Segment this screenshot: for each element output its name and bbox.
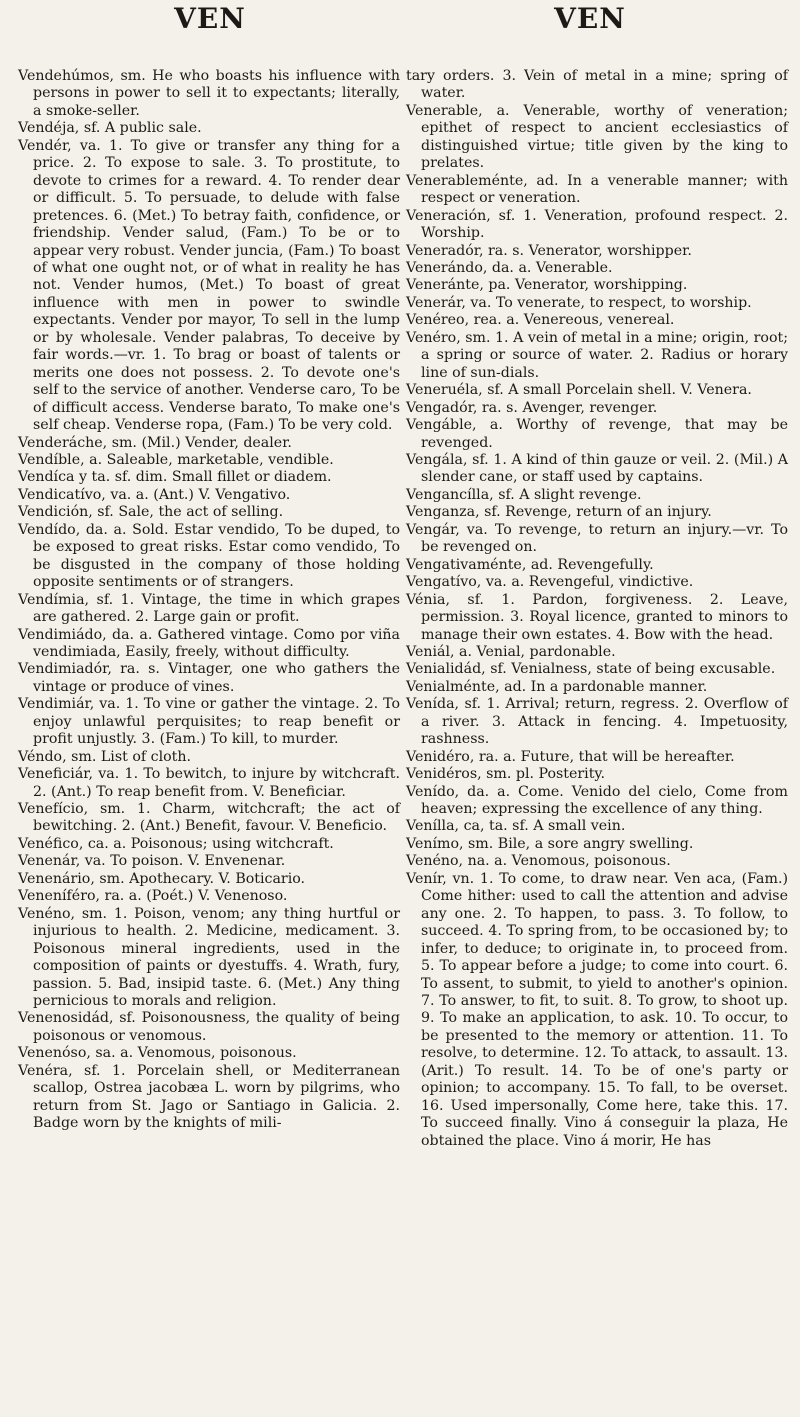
dictionary-entry: Veneradór, ra. s. Venerator, worshipper.: [406, 242, 692, 259]
dictionary-entry: Venéra, sf. 1. Porcelain shell, or Mediterranean scallop, Ostrea jacobæa L. worn by pilgrims, who return from St. Jago or Santiago in Galicia. 2. Badge worn by the knights of mili-: [18, 1062, 400, 1132]
dictionary-entry: Vendición, sf. Sale, the act of selling.: [18, 504, 284, 521]
dictionary-entry: Vendíca y ta. sf. dim. Small fillet or diadem.: [18, 469, 332, 486]
dictionary-entry: Vendicatívo, va. a. (Ant.) V. Vengativo.: [18, 486, 291, 503]
right-column: [406, 68, 788, 1150]
dictionary-entry: Vendíble, a. Saleable, marketable, vendible.: [18, 451, 334, 468]
dictionary-entry: Veneficiár, va. 1. To bewitch, to injure by witchcraft. 2. (Ant.) To reap benefit from. V. Beneficiar.: [18, 766, 400, 800]
running-header-left: VEN: [174, 2, 246, 35]
dictionary-entry: Vengáble, a. Worthy of revenge, that may be revenged.: [406, 417, 788, 451]
dictionary-entry: Vénia, sf. 1. Pardon, forgiveness. 2. Leave, permission. 3. Royal licence, granted to minors to manage their own estates. 4. Bow with the head.: [406, 591, 788, 643]
dictionary-entry: Venímo, sm. Bile, a sore angry swelling.: [406, 835, 694, 852]
dictionary-entry: Vendído, da. a. Sold. Estar vendido, To be duped, to be exposed to great risks. Estar como vendido, To be disgusted in the company of those holding opposite sentiments or of strangers.: [18, 521, 400, 591]
dictionary-entry: Venidéro, ra. a. Future, that will be hereafter.: [406, 748, 735, 765]
dictionary-entry: Vengála, sf. 1. A kind of thin gauze or veil. 2. (Mil.) A slender cane, or staff used by captains.: [406, 451, 788, 486]
dictionary-entry: Vendímia, sf. 1. Vintage, the time in which grapes are gathered. 2. Large gain or profit.: [18, 591, 400, 626]
dictionary-entry: Venerableménte, ad. In a venerable manner; with respect or veneration.: [406, 172, 788, 207]
dictionary-entry: Vendehúmos, sm. He who boasts his influence with persons in power to sell it to expectants; literally, a smoke-seller.: [18, 68, 400, 119]
dictionary-entry: Venefício, sm. 1. Charm, witchcraft; the act of bewitching. 2. (Ant.) Benefit, favour. V. Beneficio.: [18, 801, 400, 835]
running-header-right: VEN: [554, 2, 626, 35]
dictionary-entry: Venerándo, da. a. Venerable.: [406, 259, 613, 276]
dictionary-entry: Venenár, va. To poison. V. Envenenar.: [18, 853, 286, 870]
dictionary-entry: Venéfico, ca. a. Poisonous; using witchcraft.: [18, 835, 334, 852]
dictionary-entry: Vengár, va. To revenge, to return an injury.—vr. To be revenged on.: [406, 521, 788, 556]
dictionary-entry: Venenosidád, sf. Poisonousness, the quality of being poisonous or venomous.: [18, 1010, 400, 1044]
dictionary-entry: Vengadór, ra. s. Avenger, revenger.: [406, 399, 658, 416]
dictionary-entry: Veneníféro, ra. a. (Poét.) V. Venenoso.: [18, 888, 288, 905]
dictionary-entry: tary orders. 3. Vein of metal in a mine; spring of water.: [406, 68, 788, 102]
dictionary-entry: Venderáche, sm. (Mil.) Vender, dealer.: [18, 434, 292, 451]
dictionary-entry: Vendér, va. 1. To give or transfer any thing for a price. 2. To expose to sale. 3. To prostitute, to devote to crimes for a reward. 4. To render dear or difficult. 5. To persuade, to delude with false pretences. 6. (Met.) To betray faith, confidence, or friendship. Vender salud, (Fam.) To be or to appear very robust. Vender juncia, (Fam.) To boast of what one ought not, or of what in reality he has not. Vender humos, (Met.) To boast of great influence with men in power to swindle expectants. Vender por mayor, To sell in the lump or by wholesale. Vender palabras, To deceive by fair words.—vr. 1. To brag or boast of talents or merits one does not possess. 2. To devote one's self to the service of another. Venderse caro, To be of difficult access. Venderse barato, To make one's self cheap. Venderse ropa, (Fam.) To be very cold.: [18, 137, 400, 434]
dictionary-entry: Venír, vn. 1. To come, to draw near. Ven aca, (Fam.) Come hither: used to call the attention and advise any one. 2. To happen, to pass. 3. To follow, to succeed. 4. To spring from, to be occasioned by; to infer, to deduce; to originate in, to proceed from. 5. To appear before a judge; to come into court. 6. To assent, to submit, to yield to another's opinion. 7. To answer, to fit, to suit. 8. To grow, to shoot up. 9. To make an application, to ask. 10. To occur, to be presented to the memory or attention. 11. To resolve, to determine. 12. To attack, to assault. 13. (Arit.) To result. 14. To be of one's party or opinion; to accompany. 15. To fall, to be overset. 16. Used impersonally, Come here, take this. 17. To succeed finally. Vino á conseguir la plaza, He obtained the place. Vino á morir, He has: [406, 870, 788, 1149]
dictionary-entry: Venenóso, sa. a. Venomous, poisonous.: [18, 1045, 297, 1062]
dictionary-entry: Vendimiár, va. 1. To vine or gather the vintage. 2. To enjoy unlawful perquisites; to reap benefit or profit unjustly. 3. (Fam.) To kill, to murder.: [18, 696, 400, 748]
dictionary-entry: Venílla, ca, ta. sf. A small vein.: [406, 818, 626, 835]
dictionary-entry: Vengativaménte, ad. Revengefully.: [406, 556, 654, 573]
dictionary-entry: Vengatívo, va. a. Revengeful, vindictive.: [406, 574, 694, 591]
dictionary-entry: Venerár, va. To venerate, to respect, to worship.: [406, 294, 752, 311]
dictionary-entry: Vendimiádo, da. a. Gathered vintage. Como por viña vendimiada, Easily, freely, without difficulty.: [18, 626, 400, 660]
dictionary-entry: Vendéja, sf. A public sale.: [18, 120, 202, 137]
dictionary-entry: Veneránte, pa. Venerator, worshipping.: [406, 277, 688, 294]
left-column: [18, 68, 400, 1133]
dictionary-entry: Venialménte, ad. In a pardonable manner.: [406, 678, 708, 695]
dictionary-entry: Venéno, na. a. Venomous, poisonous.: [406, 853, 671, 870]
dictionary-entry: Venenário, sm. Apothecary. V. Boticario.: [18, 870, 306, 887]
dictionary-entry: Venialidád, sf. Venialness, state of being excusable.: [406, 661, 776, 678]
dictionary-entry: Venída, sf. 1. Arrival; return, regress. 2. Overflow of a river. 3. Attack in fencing. 4. Impetuosity, rashness.: [406, 696, 788, 748]
dictionary-entry: Venidéros, sm. pl. Posterity.: [406, 766, 606, 783]
dictionary-entry: Venerable, a. Venerable, worthy of veneration; epithet of respect to ancient ecclesiastics of distinguished virtue; title given by the king to prelates.: [406, 102, 788, 172]
dictionary-entry: Venganza, sf. Revenge, return of an injury.: [406, 504, 712, 521]
dictionary-entry: Vendimiadór, ra. s. Vintager, one who gathers the vintage or produce of vines.: [18, 661, 400, 695]
dictionary-entry: Veniál, a. Venial, pardonable.: [406, 643, 616, 660]
dictionary-entry: Venído, da. a. Come. Venido del cielo, Come from heaven; expressing the excellence of any thing.: [406, 783, 788, 818]
dictionary-entry: Veneración, sf. 1. Veneration, profound respect. 2. Worship.: [406, 207, 788, 242]
dictionary-entry: Veneruéla, sf. A small Porcelain shell. V. Venera.: [406, 382, 752, 399]
dictionary-entry: Venéno, sm. 1. Poison, venom; any thing hurtful or injurious to health. 2. Medicine, medicament. 3. Poisonous mineral ingredients, used in the composition of paints or dyestuffs. 4. Wrath, fury, passion. 5. Bad, insipid taste. 6. (Met.) Any thing pernicious to morals and religion.: [18, 905, 400, 1010]
dictionary-entry: Venéreo, rea. a. Venereous, venereal.: [406, 312, 675, 329]
dictionary-entry: Vengancílla, sf. A slight revenge.: [406, 486, 642, 503]
dictionary-entry: Véndo, sm. List of cloth.: [18, 748, 191, 765]
dictionary-entry: Venéro, sm. 1. A vein of metal in a mine; origin, root; a spring or source of water. 2. Radius or horary line of sun-dials.: [406, 329, 788, 381]
